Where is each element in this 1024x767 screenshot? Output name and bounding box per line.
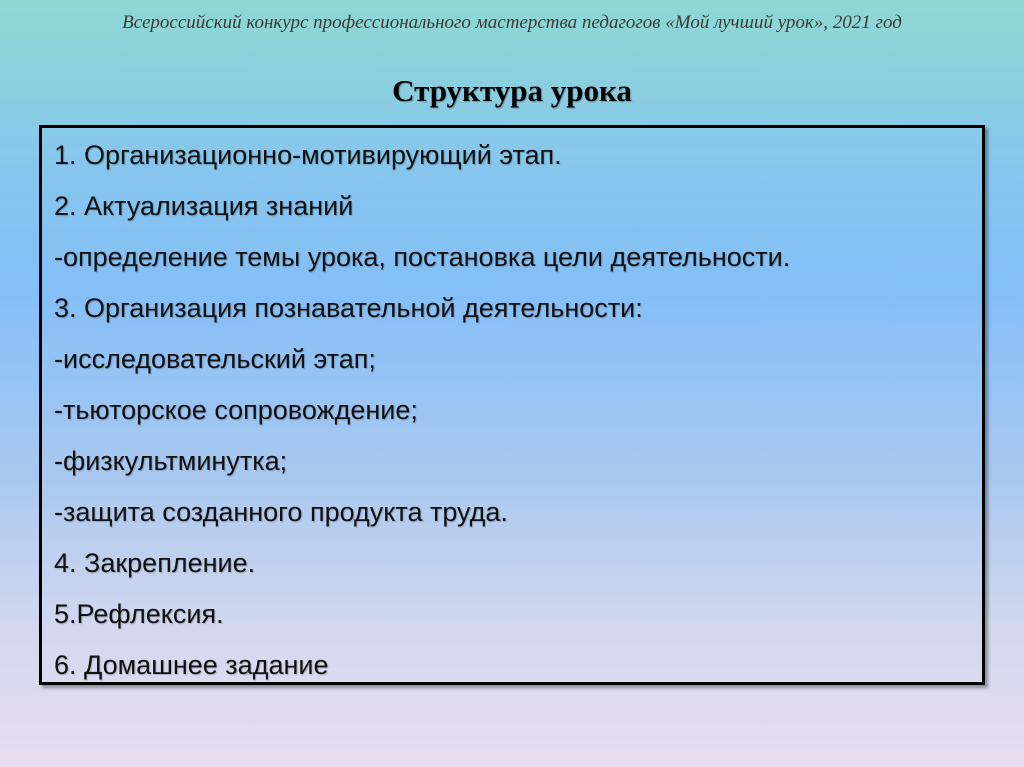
list-item: 1. Организационно-мотивирующий этап. — [54, 140, 562, 170]
list-item: -защита созданного продукта труда. — [54, 497, 508, 527]
list-item: 6. Домашнее задание — [54, 650, 329, 680]
list-item: -исследовательский этап; — [54, 344, 376, 374]
list-item: 5.Рефлексия. — [54, 599, 224, 629]
contest-header: Всероссийский конкурс профессионального мастерства педагогов «Мой лучший урок», 2021 год — [122, 12, 902, 33]
lesson-structure-box — [39, 125, 985, 685]
list-item: -физкультминутка; — [54, 446, 288, 476]
list-item: 2. Актуализация знаний — [54, 191, 354, 221]
list-item: 3. Организация познавательной деятельности: — [54, 293, 643, 323]
slide-title: Структура урока — [392, 73, 632, 108]
lesson-structure-list — [54, 132, 790, 693]
list-item: 4. Закрепление. — [54, 548, 256, 578]
list-item: -определение темы урока, постановка цели деятельности. — [54, 242, 791, 272]
list-item: -тьюторское сопровождение; — [54, 395, 418, 425]
